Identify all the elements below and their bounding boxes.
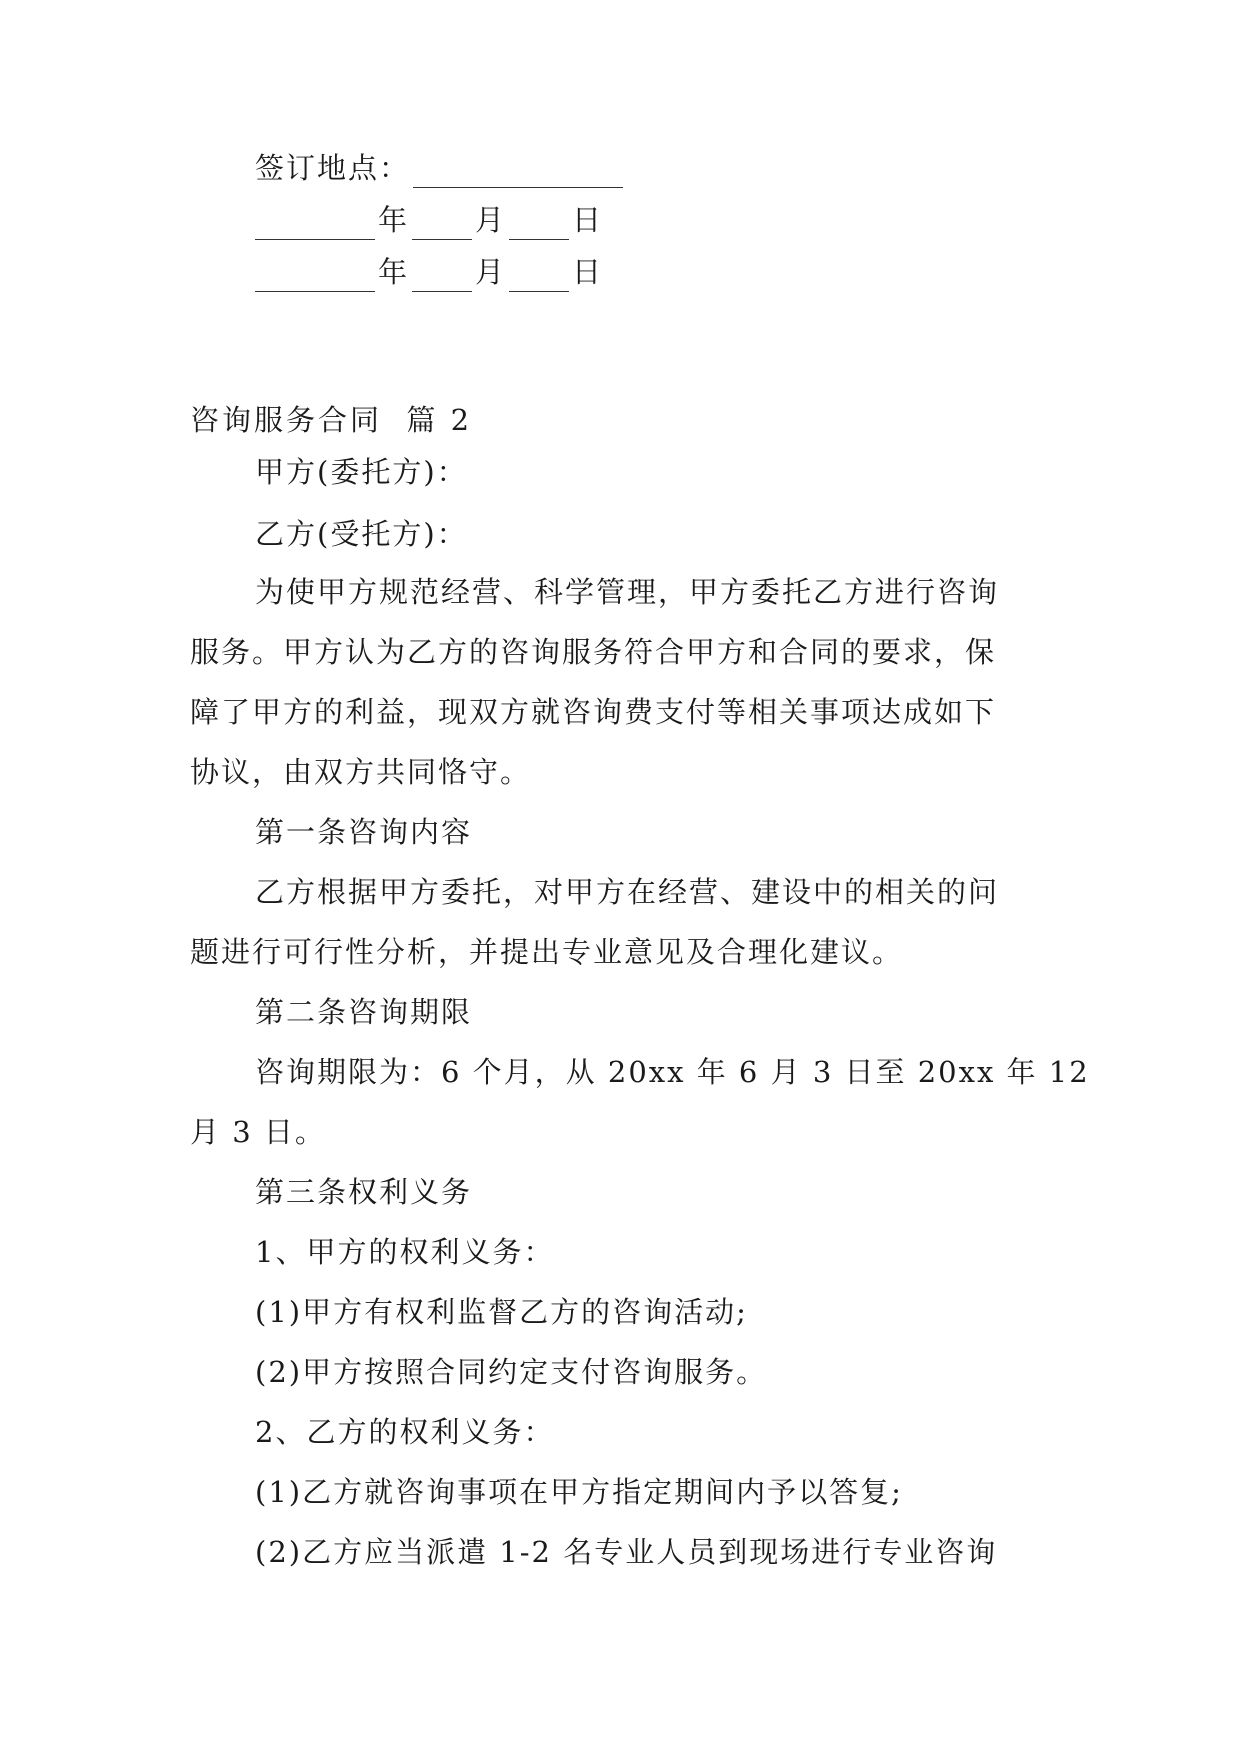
article1-line: 题进行可行性分析，并提出专业意见及合理化建议。 — [190, 935, 904, 969]
signing-place-line — [255, 148, 1060, 188]
year-blank — [255, 211, 375, 240]
article2-line: 月 3 日。 — [190, 1115, 326, 1149]
party-a-rights-title: 1、甲方的权利义务： — [255, 1235, 555, 1269]
month-blank — [412, 211, 472, 240]
intro-line: 为使甲方规范经营、科学管理，甲方委托乙方进行咨询 — [255, 575, 1000, 609]
year-label: 年 — [378, 255, 410, 289]
party-b-rights-title: 2、乙方的权利义务： — [255, 1415, 555, 1449]
intro-line: 协议，由双方共同恪守。 — [190, 755, 532, 789]
date-line-1 — [255, 200, 1060, 240]
article1-line: 乙方根据甲方委托，对甲方在经营、建设中的相关的问 — [255, 875, 1000, 909]
party-a-right-item: (1)甲方有权利监督乙方的咨询活动; — [255, 1295, 748, 1329]
year-label: 年 — [378, 203, 410, 237]
day-label: 日 — [572, 255, 604, 289]
day-blank — [509, 263, 569, 292]
day-blank — [509, 211, 569, 240]
intro-line: 障了甲方的利益，现双方就咨询费支付等相关事项达成如下 — [190, 695, 997, 729]
day-label: 日 — [572, 203, 604, 237]
article2-title: 第二条咨询期限 — [255, 995, 473, 1029]
month-blank — [412, 263, 472, 292]
article1-title: 第一条咨询内容 — [255, 815, 473, 849]
article3-title: 第三条权利义务 — [255, 1175, 473, 1209]
party-b-right-item: (2)乙方应当派遣 1-2 名专业人员到现场进行专业咨询 — [255, 1535, 998, 1569]
party-a-right-item: (2)甲方按照合同约定支付咨询服务。 — [255, 1355, 768, 1389]
signing-place-label: 签订地点： — [255, 151, 411, 185]
month-label: 月 — [475, 203, 507, 237]
party-b-line: 乙方(受托方)： — [255, 517, 468, 551]
intro-line: 服务。甲方认为乙方的咨询服务符合甲方和合同的要求，保 — [190, 635, 997, 669]
year-blank — [255, 263, 375, 292]
party-a-line: 甲方(委托方)： — [255, 455, 468, 489]
party-b-right-item: (1)乙方就咨询事项在甲方指定期间内予以答复; — [255, 1475, 903, 1509]
contract-title: 咨询服务合同 篇 2 — [190, 403, 473, 437]
date-line-2 — [255, 252, 1060, 292]
signing-place-blank — [413, 159, 623, 188]
month-label: 月 — [475, 255, 507, 289]
article2-line: 咨询期限为：6 个月，从 20xx 年 6 月 3 日至 20xx 年 12 — [255, 1055, 1090, 1089]
